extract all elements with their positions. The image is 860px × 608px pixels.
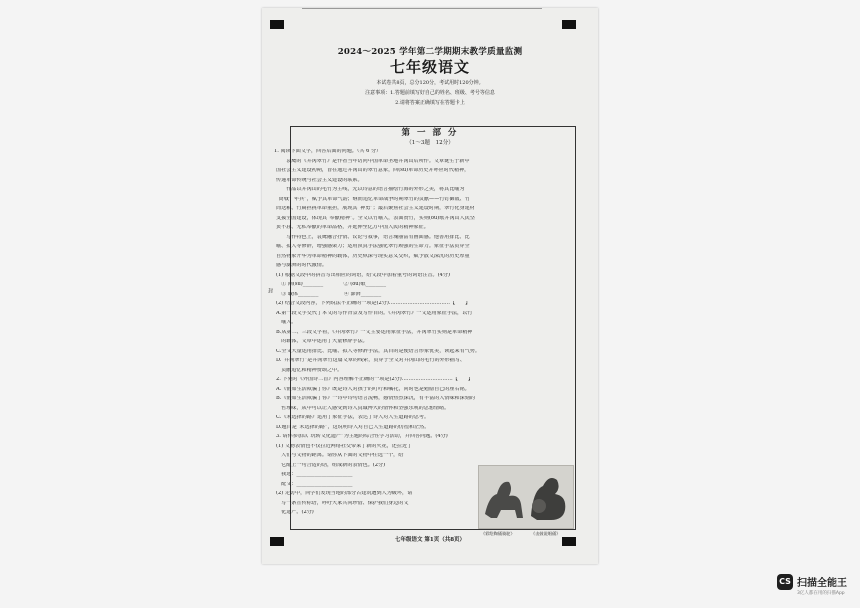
text-line: 2. 下列对《外国诗二首》内容理解不正确的一项是(2分)…………………………【 】 (276, 377, 474, 382)
text-line: B.从第二、三段文字看，《井冈翠竹》一文主要运用象征手法，井冈翠竹实则是革命精神 (276, 329, 473, 335)
registration-mark (270, 20, 284, 29)
text-line: D.题目是“未选择的路”，这说明诗人对自己人生道路的仿徨和茫然。 (276, 424, 430, 430)
text-line: 贞不屈、无私奉献的革命品格，并延伸至亿万中国人民的精神象征。 (276, 225, 429, 230)
scanner-watermark (777, 573, 859, 605)
text-line: 3. 请你参加以“玩转文化遗产”为主题的综合性学习活动，并回答问题。(4分) (276, 434, 448, 439)
exam-note-2: 2.请将答案正确填写在答题卡上 (395, 100, 465, 106)
section-subtitle: （1～3题 12分） (406, 140, 454, 146)
text-line: 自然物象升华为革命精神的载体，历史纵深与现实意义交织，赋予散文深沉的历史厚重 (276, 253, 470, 259)
text-line: A.第一段文字交代了本文的写作背景及写作目的。《井冈翠竹》一文运用象征手法，以竹 (276, 310, 473, 316)
text-line: 写一条宣传标语，呼吁大家共同珍惜、保护我们身边的文 (276, 500, 409, 506)
text-line: ③ 载体________ ④ 澎湃________ (276, 291, 382, 297)
text-line: 我选：______________________ (276, 472, 353, 477)
text-line: 写作特色上，袁鹰融合抒情、议论与叙事，语言瑰丽富有画面感。他善用排比、比 (276, 234, 470, 240)
text-line: (2) 结合文段内容，下列说法不正确的一项是(2分)………………………………【 】 (276, 301, 471, 306)
text-line: 1. 阅读下面文字，回答后面的问题。（共 6 分） (274, 149, 382, 154)
section-title: 第 一 部 分 (401, 128, 459, 138)
registration-mark (562, 20, 576, 29)
text-line: 国社会主义建设初期，旨在通过井冈山的翠竹意象，回(sù)革命历史并呼应时代精神， (276, 168, 470, 173)
text-line: D.“井冈翠竹”是井冈翠竹这篇文章的线索，贯穿于全文对井冈山的毛竹的外形描写、 (276, 358, 466, 363)
text-line: A.《假如生活欺骗了你》既是诗人对孩子的叮咛和嘱托，同时也是勉励自己的座右铭。 (276, 386, 470, 392)
text-line: 作品以井冈山的毛竹为主线，先以诗意的语言描绘竹海的外形之美，将其比喻为 (276, 187, 465, 192)
artifact-caption: 《彩绘陶俑骑驼》 (481, 531, 515, 536)
text-line: B.《假如生活欺骗了你》一诗中诗句语言流畅，感情热烈深沉，有丰富的人情味和深刻的 (276, 396, 475, 401)
text-line: 配文：______________________ (276, 481, 353, 487)
text-line: 筒送粮、竹扁担挑革命重担，展现其“神勇”；最后聚焦社会主义建设时期，翠竹化身建材 (276, 206, 475, 211)
exam-page (262, 8, 598, 564)
artifact-figurines-icon (479, 466, 573, 528)
text-line: (1) 根据文段中的拼音写出相应的词语，给文段中加着重号的词语注音。(4分) (276, 272, 450, 278)
exam-info: 本试卷共8页，总分120分，考试用时120分钟。 (376, 80, 484, 86)
text-line: 感与澎湃的时代激情。 (276, 263, 327, 268)
text-line: 传递革命传统与社会主义建设的联系。 (276, 177, 363, 183)
page-footer: 七年级语文 第1页（共8页） (394, 537, 466, 543)
top-rule (302, 8, 542, 9)
subject-title: 七年级语文 (389, 58, 470, 76)
text-line: 喻、拟人等修辞，增强感染力；运用顶真手法强化翠竹顽强的生命力。象征手法贯穿全 (276, 244, 470, 249)
text-line: 袁鹰的《井冈翠竹》是作者当年访问中国革命圣地井冈山后所作。文章诞生于新中 (276, 158, 470, 164)
text-line: (2) 走访中，同学们发现当地的部分古建筑遭到人为破坏，请 (276, 491, 413, 496)
exam-title: 2024～2025 学年第二学期期末教学质量监测 (337, 47, 523, 57)
text-line: 的载体，文章中运用了大量修辞手法。 (276, 339, 368, 344)
watermark-tagline: 3亿人都在用的扫描App (797, 591, 845, 596)
artifact-images (478, 465, 574, 536)
text-line: C.《未选择的路》运用了象征手法，表达了诗人对人生道路的思考。 (276, 415, 430, 420)
text-line: 哲理味，从中可以让人感受到诗人真诚博大的情怀和坚强乐观的思想情绪。 (276, 405, 450, 411)
text-line: 喻人。 (276, 320, 297, 325)
cs-logo-icon: CS (777, 574, 793, 590)
section-content (262, 126, 598, 536)
text-line: 人们与文物的距离。请你从下面的文物中任选一个，给 (276, 453, 404, 458)
artifact-caption: 《击鼓说唱俑》 (531, 531, 561, 536)
text-line: “筒戟”“年兵”，赋予其革命气韵；继而追忆革命战争时期翠竹的贡献——竹钉御敌、竹 (276, 196, 470, 202)
text-line: 它配上一句合适的话，组成新的表情包。(2分) (276, 462, 386, 468)
text-line: 化遗产。(2分) (276, 510, 314, 515)
binding-label: 封 (267, 288, 273, 293)
text-line: 贡献追忆和精神赞颂之中。 (276, 367, 343, 373)
text-line: C.全文大量运用排比、比喻、拟人等修辞手法，其目的是使语言形象优美，读起来有气势。 (276, 348, 480, 354)
text-line: ① 回(sù)________ ② (ōu)歌________ (276, 282, 387, 287)
text-line: 支援全国建设，体现其“奉献精神”。全文以竹喻人，表面赞竹，实则(ōu)歌井冈山人民坚 (276, 215, 475, 221)
watermark-name: 扫描全能王 (797, 578, 847, 589)
text-line: (1) 文物表情包不仅拉近网络社交带来了新的火花，还拉近了 (276, 443, 413, 449)
exam-note-1: 注意事项：1.答题前填写好自己的姓名、班级、考号等信息 (365, 90, 495, 96)
